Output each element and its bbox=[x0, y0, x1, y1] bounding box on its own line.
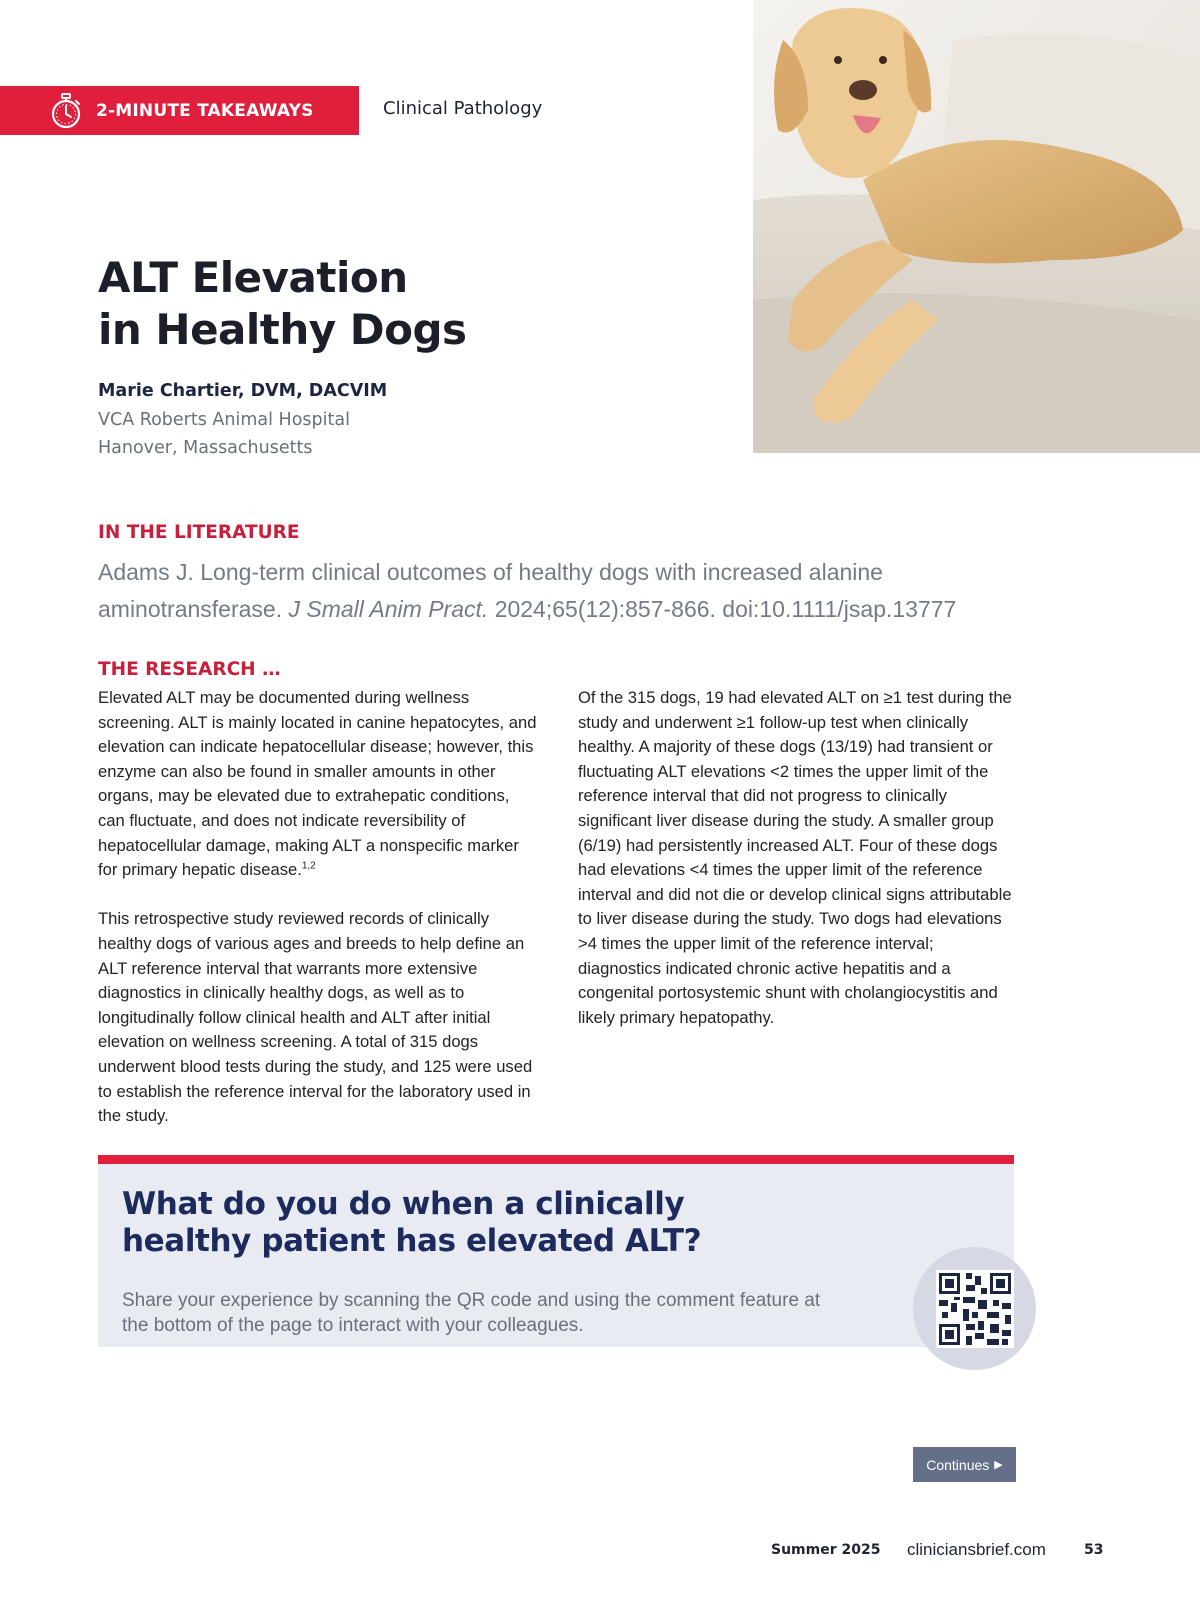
author-affiliation: VCA Roberts Animal Hospital bbox=[98, 410, 350, 430]
citation-text: Adams J. Long-term clinical outcomes of healthy dogs with increased alanine aminotransferase. bbox=[98, 559, 883, 622]
research-paragraph-text: Elevated ALT may be documented during wellness screening. ALT is mainly located in canine hepatocytes, and elevation can indicate hepatocellular disease; however, this enzyme can also be found in smaller amounts in other organs, may be elevated due to extrahepatic conditions, can fluctuate, and does not indicate reversibility of hepatocellular damage, making ALT a nonspecific marker for primary hepatic disease. bbox=[98, 688, 537, 880]
research-paragraph: This retrospective study reviewed records of clinically healthy dogs of various ages and breeds to help define an ALT reference interval that warrants more extensive diagnostics in clinically healthy dogs, as well as to longitudinally follow clinical health and ALT after initial elevation on wellness screening. A total of 315 dogs underwent blood tests during the study, and 125 were used to establish the reference interval for the laboratory used in the study. bbox=[98, 909, 533, 1126]
section-label: Clinical Pathology bbox=[383, 98, 543, 119]
discussion-question: What do you do when a clinically healthy patient has elevated ALT? bbox=[122, 1186, 702, 1259]
title-line-2: in Healthy Dogs bbox=[98, 305, 467, 354]
qr-code[interactable] bbox=[913, 1247, 1036, 1370]
reference-superscript: 1,2 bbox=[301, 860, 316, 872]
article-title bbox=[98, 252, 467, 356]
research-heading: THE RESEARCH … bbox=[98, 659, 281, 680]
banner-label: 2-MINUTE TAKEAWAYS bbox=[96, 100, 314, 121]
footer-website[interactable]: cliniciansbrief.com bbox=[907, 1540, 1046, 1559]
discussion-panel bbox=[98, 1155, 1014, 1347]
research-column-right bbox=[578, 686, 1018, 1030]
author-name: Marie Chartier, DVM, DACVIM bbox=[98, 381, 388, 401]
discussion-subtext: Share your experience by scanning the QR code and using the comment feature at the bottom of the page to interact with your colleagues. bbox=[122, 1290, 821, 1336]
stopwatch-icon bbox=[47, 92, 85, 130]
arrow-right-icon: ▶ bbox=[994, 1459, 1003, 1471]
qr-code-icon bbox=[936, 1270, 1014, 1348]
author-location: Hanover, Massachusetts bbox=[98, 438, 313, 458]
research-paragraph: Of the 315 dogs, 19 had elevated ALT on ≥1 test during the study and underwent ≥1 follow-up test when clinically healthy. A majority of these dogs (13/19) had transient or fluctuating ALT elevations <2 times the upper limit of the reference interval that did not progress to clinically significant liver disease during the study. A smaller group (6/19) had persistently increased ALT. Four of these dogs had elevations <4 times the upper limit of the reference interval and did not die or develop clinical signs attributable to liver disease during the study. Two dogs had elevations >4 times the upper limit of the reference interval; diagnostics indicated chronic active hepatitis and a congenital portosystemic shunt with cholangiocystitis and likely primary hepatopathy. bbox=[578, 688, 1012, 1027]
literature-citation bbox=[98, 554, 958, 628]
continues-button[interactable] bbox=[913, 1447, 1016, 1482]
title-line-1: ALT Elevation bbox=[98, 253, 408, 302]
literature-heading: IN THE LITERATURE bbox=[98, 522, 300, 543]
dog-photo bbox=[753, 0, 1200, 453]
page-number: 53 bbox=[1084, 1542, 1104, 1558]
citation-journal: J Small Anim Pract. bbox=[288, 596, 489, 622]
takeaways-banner bbox=[0, 86, 359, 135]
research-column-left bbox=[98, 686, 538, 1129]
footer-issue: Summer 2025 bbox=[771, 1542, 881, 1558]
continues-label: Continues bbox=[926, 1456, 990, 1473]
research-paragraph bbox=[98, 686, 538, 883]
citation-tail: 2024;65(12):857-866. doi:10.1111/jsap.13777 bbox=[494, 596, 957, 622]
